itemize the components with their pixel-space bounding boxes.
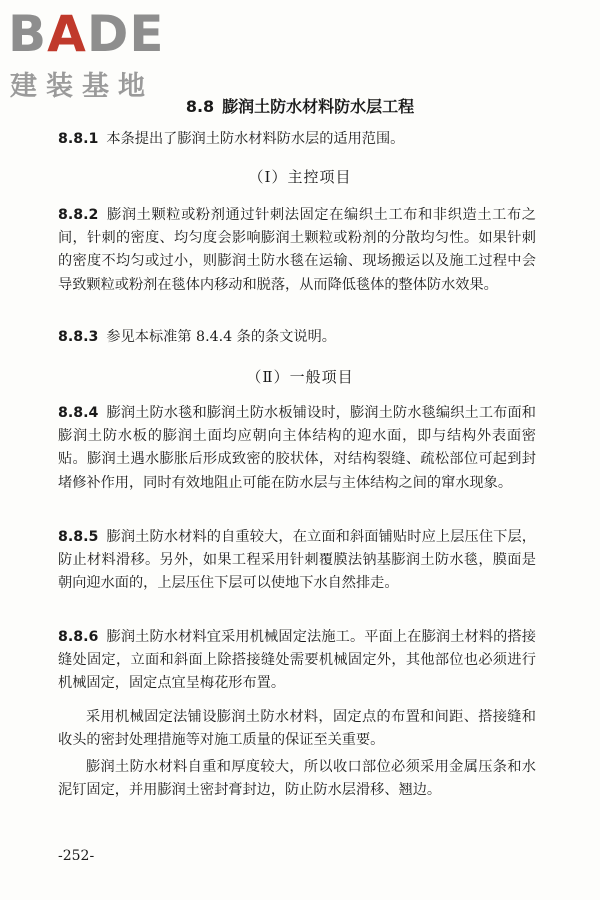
- logo-subtitle: 建装基地: [10, 71, 154, 102]
- section-title: [0, 94, 600, 117]
- clause-8-8-3: [58, 326, 536, 349]
- clause-id: 8.8.5: [58, 529, 99, 545]
- clause-8-8-4: [58, 402, 536, 495]
- heading-main-items: （Ⅰ）主控项目: [248, 168, 352, 186]
- logo-letter-a: A: [47, 5, 87, 63]
- clause-8-8-2: [58, 204, 536, 297]
- clause-8-8-1: [58, 128, 536, 151]
- bade-logo: [8, 6, 198, 106]
- clause-text: 本条提出了膨润土防水材料防水层的适用范围。: [106, 131, 405, 147]
- clause-text: 膨润土防水材料的自重较大，在立面和斜面铺贴时应上层压住下层，防止材料滑移。另外，如果工程采用针刺覆膜法钠基膨润土防水毯，膜面是朝向迎水面的，上层压住下层可以使地下水自然排走。: [58, 529, 536, 592]
- clause-id: 8.8.4: [58, 405, 99, 421]
- clause-id: 8.8.6: [58, 629, 99, 645]
- clause-text: 膨润土防水材料宜采用机械固定法施工。平面上在膨润土材料的搭接缝处固定，立面和斜面上除搭接缝处需要机械固定外，其他部位也必须进行机械固定，固定点宜呈梅花形布置。: [58, 629, 536, 692]
- logo-letter-b: B: [8, 5, 48, 63]
- section-number: 8.8: [185, 97, 215, 116]
- logo-letters-de: DE: [86, 5, 165, 63]
- clause-id: 8.8.3: [58, 329, 99, 345]
- clause-8-8-6-paragraph-2: 采用机械固定法铺设膨润土防水材料，固定点的布置和间距、搭接缝和收头的密封处理措施等对施工质量的保证至关重要。: [58, 709, 536, 749]
- logo-wordmark: [8, 6, 165, 62]
- page-number: -252-: [58, 848, 95, 864]
- clause-8-8-6-paragraph-3: 膨润土防水材料自重和厚度较大，所以收口部位必须采用金属压条和水泥钉固定，并用膨润土密封膏封边，防止防水层滑移、翘边。: [58, 759, 536, 799]
- clause-text: 参见本标准第 8.4.4 条的条文说明。: [106, 329, 336, 345]
- clause-8-8-6: [58, 626, 536, 696]
- clause-id: 8.8.2: [58, 207, 99, 223]
- clause-text: 膨润土防水毯和膨润土防水板铺设时，膨润土防水毯编织土工布面和膨润土防水板的膨润土面均应朝向主体结构的迎水面，即与结构外表面密贴。膨润土遇水膨胀后形成致密的胶状体，对结构裂缝、疏松部位可起到封堵修补作用，同时有效地阻止可能在防水层与主体结构之间的窜水现象。: [58, 405, 536, 491]
- clause-8-8-5: [58, 526, 536, 596]
- clause-text: 膨润土颗粒或粉剂通过针刺法固定在编织土工布和非织造土工布之间，针刺的密度、均匀度会影响膨润土颗粒或粉剂的分散均匀性。如果针刺的密度不均匀或过小，则膨润土防水毯在运输、现场搬运以及施工过程中会导致颗粒或粉剂在毯体内移动和脱落，从而降低毯体的整体防水效果。: [58, 207, 536, 293]
- heading-general-items: （Ⅱ）一般项目: [246, 368, 354, 386]
- clause-id: 8.8.1: [58, 131, 99, 147]
- section-title-text: 膨润土防水材料防水层工程: [222, 97, 415, 116]
